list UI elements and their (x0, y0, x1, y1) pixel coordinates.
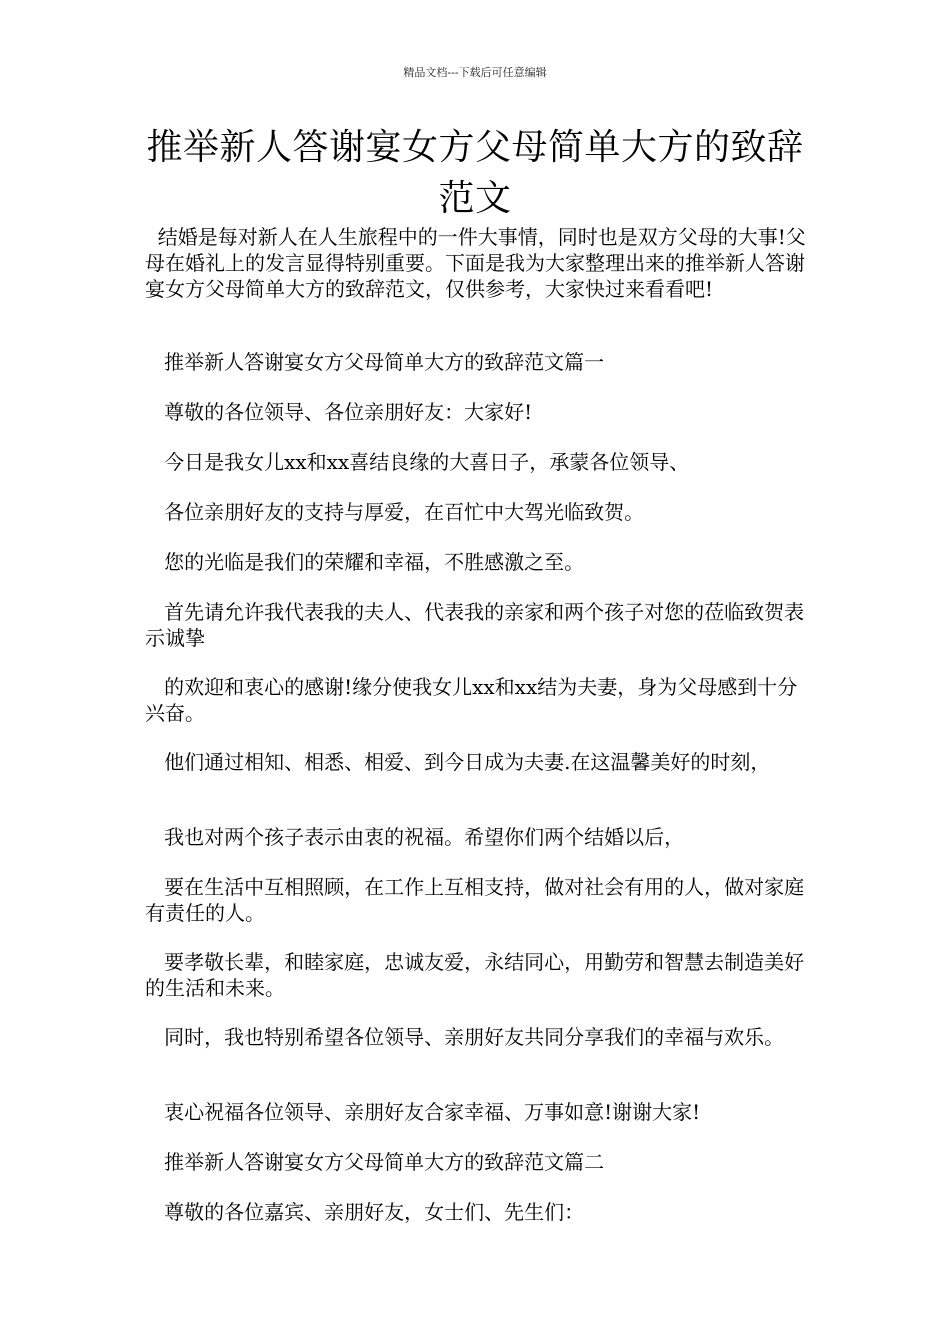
paragraph: 要在生活中互相照顾，在工作上互相支持，做对社会有用的人，做对家庭有责任的人。 (145, 875, 805, 925)
paragraph: 他们通过相知、相悉、相爱、到今日成为夫妻.在这温馨美好的时刻， (145, 750, 771, 774)
section-heading-2: 推举新人答谢宴女方父母简单大方的致辞范文篇二 (145, 1150, 605, 1174)
paragraph: 首先请允许我代表我的夫人、代表我的亲家和两个孩子对您的莅临致贺表示诚挚 (145, 600, 805, 650)
document-title: 推举新人答谢宴女方父母简单大方的致辞范文 (146, 127, 804, 219)
paragraph: 衷心祝福各位领导、亲朋好友合家幸福、万事如意!谢谢大家! (145, 1100, 701, 1124)
paragraph: 同时，我也特别希望各位领导、亲朋好友共同分享我们的幸福与欢乐。 (145, 1025, 785, 1049)
paragraph: 今日是我女儿xx和xx喜结良缘的大喜日子，承蒙各位领导、 (145, 450, 690, 474)
paragraph: 我也对两个孩子表示由衷的祝福。希望你们两个结婚以后， (145, 825, 685, 849)
paragraph-greeting-2: 尊敬的各位嘉宾、亲朋好友，女士们、先生们： (145, 1200, 585, 1224)
section-heading-1: 推举新人答谢宴女方父母简单大方的致辞范文篇一 (145, 350, 605, 374)
paragraph: 各位亲朋好友的支持与厚爱，在百忙中大驾光临致贺。 (145, 500, 645, 524)
paragraph: 您的光临是我们的荣耀和幸福，不胜感激之至。 (145, 550, 585, 574)
paragraph: 要孝敬长辈，和睦家庭，忠诚友爱，永结同心，用勤劳和智慧去制造美好的生活和未来。 (145, 950, 805, 1000)
paragraph-greeting-1: 尊敬的各位领导、各位亲朋好友：大家好! (145, 400, 533, 424)
page-header: 精品文档---下载后可任意编辑 (403, 66, 547, 79)
intro-paragraph: 结婚是每对新人在人生旅程中的一件大事情，同时也是双方父母的大事!父母在婚礼上的发言显得特别重要。下面是我为大家整理出来的推举新人答谢宴女方父母简单大方的致辞范文，仅供参考，大家快过来看看吧! (145, 225, 806, 301)
paragraph: 的欢迎和衷心的感谢!缘分使我女儿xx和xx结为夫妻，身为父母感到十分兴奋。 (145, 675, 798, 725)
